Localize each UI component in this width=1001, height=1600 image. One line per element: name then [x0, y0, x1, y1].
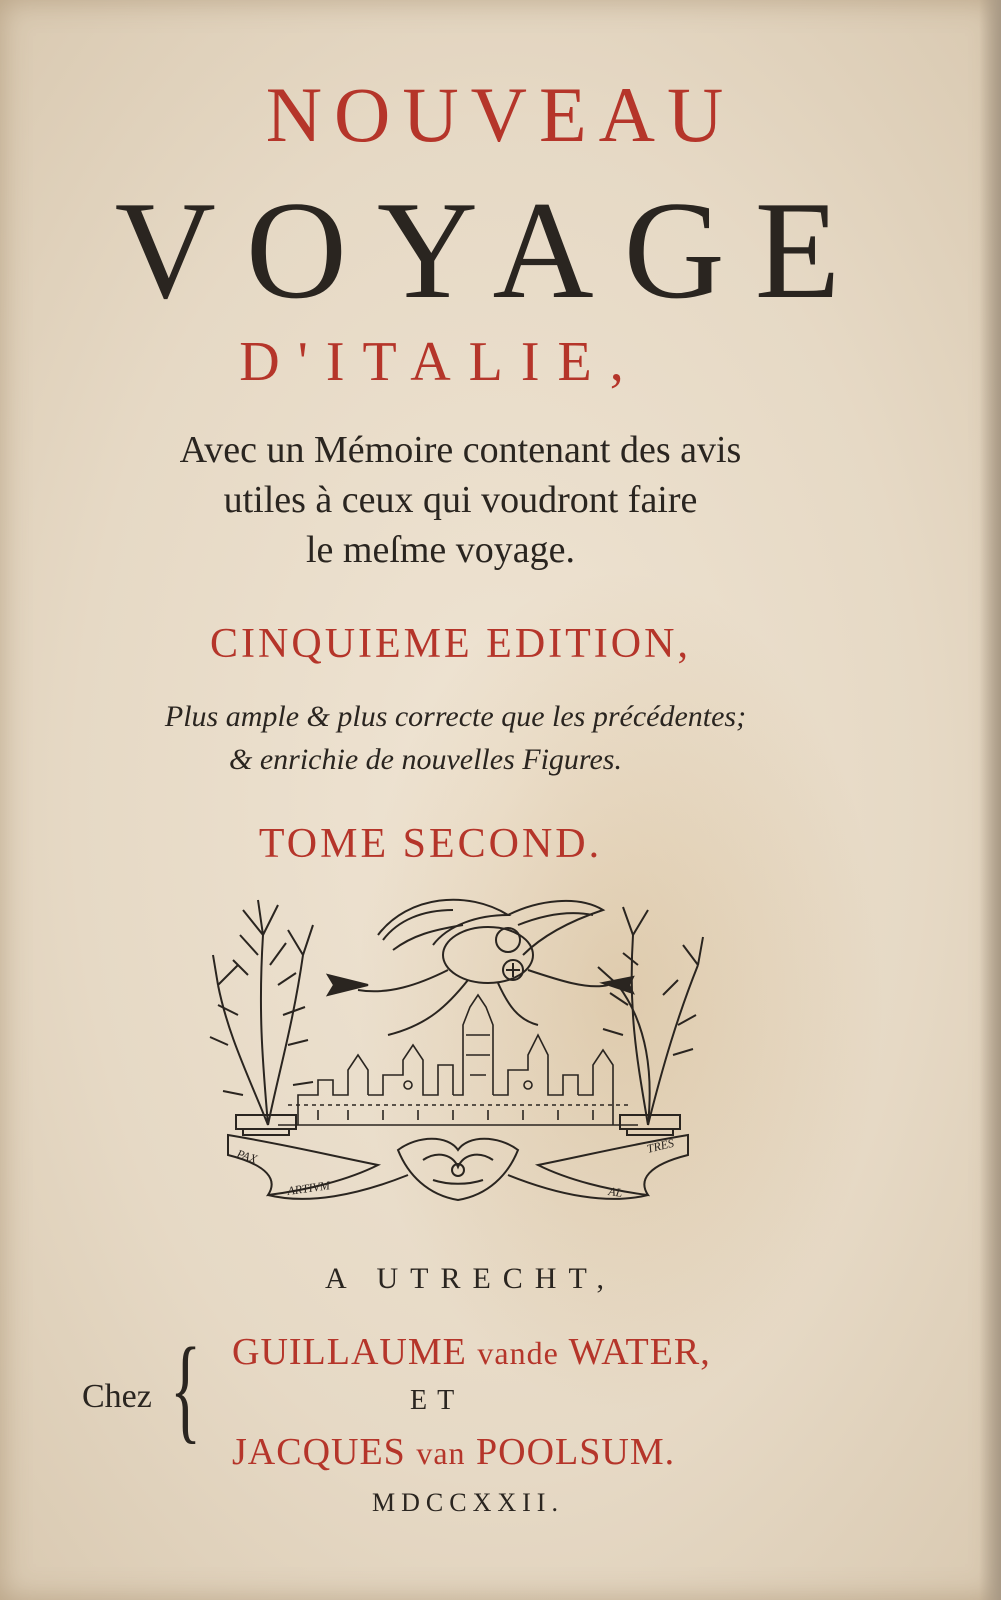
publisher-1-particle: vande	[477, 1335, 559, 1371]
subtitle-line-2: utiles à ceux qui voudront faire	[223, 479, 698, 521]
subtitle-line-1: Avec un Mémoire contenant des avis	[179, 429, 742, 471]
publisher-1	[232, 1330, 711, 1374]
angel	[328, 900, 633, 1035]
edition: CINQUIEME EDITION,	[210, 621, 691, 667]
svg-text:PAX: PAX	[235, 1146, 259, 1167]
publisher-1-surname: WATER,	[568, 1331, 711, 1373]
volume: TOME SECOND.	[258, 821, 603, 867]
imprint-conjunction: ET	[410, 1385, 465, 1416]
imprint-year: MDCCXXII.	[372, 1488, 564, 1517]
publisher-2-particle: van	[416, 1435, 466, 1471]
publisher-1-name: GUILLAUME	[232, 1331, 467, 1373]
publisher-2-surname: POOLSUM.	[476, 1431, 676, 1473]
imprint-chez: Chez	[82, 1378, 152, 1415]
svg-text:ARTIVM: ARTIVM	[286, 1178, 331, 1198]
edition-note-line-1: Plus ample & plus correcte que les précédentes;	[164, 700, 747, 733]
title-line-1: NOUVEAU	[265, 71, 736, 158]
brace-glyph: {	[170, 1323, 202, 1454]
publisher-2-name: JACQUES	[232, 1431, 406, 1473]
edition-note-line-2: & enrichie de nouvelles Figures.	[229, 743, 622, 776]
title-line-2: VOYAGE	[114, 173, 871, 328]
city	[278, 995, 638, 1125]
publisher-2	[232, 1430, 675, 1474]
printers-device-woodcut	[208, 895, 708, 1225]
title-line-3: D'ITALIE,	[239, 331, 642, 393]
svg-text:TRES: TRES	[645, 1135, 676, 1156]
subtitle-line-3: le meſme voyage.	[305, 529, 576, 571]
imprint-city: A UTRECHT,	[324, 1262, 617, 1295]
svg-text:AL: AL	[607, 1184, 624, 1200]
